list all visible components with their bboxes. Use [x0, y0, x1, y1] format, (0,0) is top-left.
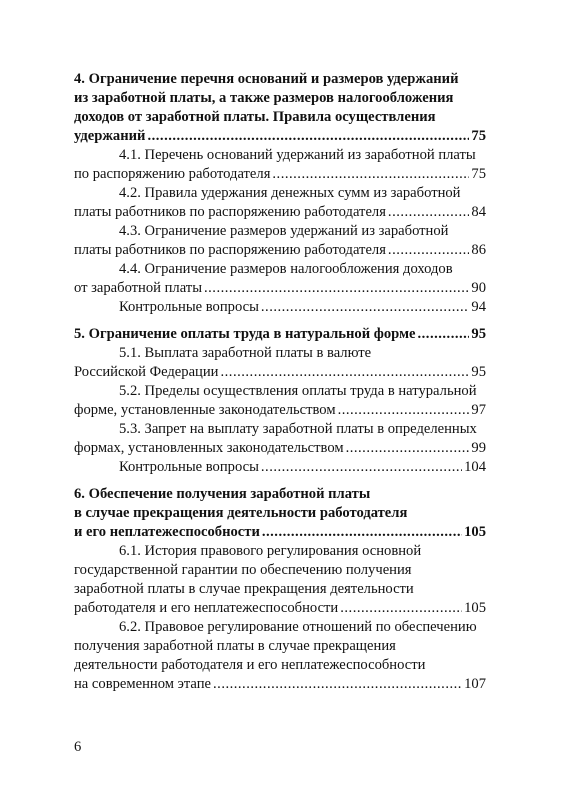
dot-leader [262, 523, 462, 542]
dot-leader [213, 675, 462, 694]
entry-line: государственной гарантии по обеспечению получения [74, 562, 412, 578]
dot-leader [272, 165, 469, 184]
dot-leader [261, 458, 462, 477]
toc-entry-text: платы работников по распоряжению работодателя [74, 242, 386, 258]
dot-leader [204, 279, 469, 298]
section-title-line: в случае прекращения деятельности работодателя [74, 505, 408, 521]
section-title-text: 5. Ограничение оплаты труда в натуральной форме [74, 326, 416, 342]
entry-line: 5.1. Выплата заработной платы в валюте [119, 345, 372, 361]
dot-leader [221, 363, 470, 382]
toc-entry-text: форме, установленные законодательством [74, 402, 336, 418]
section-title-line: доходов от заработной платы. Правила осуществления [74, 109, 436, 125]
entry-line: 4.3. Ограничение размеров удержаний из заработной [119, 223, 449, 239]
dot-leader [346, 439, 470, 458]
section-title-page: 75 [471, 128, 486, 144]
entry-line: заработной платы в случае прекращения деятельности [74, 581, 414, 597]
entry-line: 4.2. Правила удержания денежных сумм из заработной [119, 185, 461, 201]
control-questions-page: 104 [464, 459, 486, 475]
dot-leader [388, 203, 469, 222]
toc-entry [74, 203, 486, 222]
toc-entry [74, 241, 486, 260]
toc-entry-text: от заработной платы [74, 280, 202, 296]
section-title [74, 523, 486, 542]
section-title-line: 4. Ограничение перечня оснований и размеров удержаний [74, 71, 459, 87]
toc-entry-page: 75 [471, 166, 486, 182]
toc-entry [74, 599, 486, 618]
entry-line: 5.3. Запрет на выплату заработной платы в определенных [119, 421, 477, 437]
section-title [74, 127, 486, 146]
control-questions [74, 298, 486, 317]
section-title-text: и его неплатежеспособности [74, 524, 260, 540]
section-title-page: 95 [471, 326, 486, 342]
entry-line: 4.1. Перечень оснований удержаний из заработной платы [119, 147, 476, 163]
toc-entry [74, 363, 486, 382]
toc-entry [74, 439, 486, 458]
toc-entry [74, 401, 486, 420]
section-title-line: из заработной платы, а также размеров налогообложения [74, 90, 454, 106]
toc-section [74, 70, 486, 317]
dot-leader [338, 401, 470, 420]
toc-section [74, 485, 486, 694]
toc-entry [74, 279, 486, 298]
toc-entry-page: 95 [471, 364, 486, 380]
section-title-text: удержаний [74, 128, 146, 144]
toc-entry-text: Российской Федерации [74, 364, 219, 380]
section-title [74, 325, 486, 344]
toc-entry-text: по распоряжению работодателя [74, 166, 271, 182]
dot-leader [147, 127, 469, 146]
toc-entry-page: 86 [471, 242, 486, 258]
control-questions-text: Контрольные вопросы [119, 459, 259, 475]
toc-section [74, 325, 486, 477]
entry-line: деятельности работодателя и его неплатежеспособности [74, 657, 426, 673]
toc-entry-page: 90 [471, 280, 486, 296]
control-questions-page: 94 [471, 299, 486, 315]
dot-leader [418, 325, 470, 344]
toc-entry-text: на современном этапе [74, 676, 212, 692]
entry-line: 6.2. Правовое регулирование отношений по обеспечению [119, 619, 477, 635]
table-of-contents [74, 70, 486, 702]
entry-line: 6.1. История правового регулирования основной [119, 543, 422, 559]
toc-entry-page: 99 [471, 440, 486, 456]
toc-entry [74, 165, 486, 184]
toc-entry-page: 97 [471, 402, 486, 418]
entry-line: 5.2. Пределы осуществления оплаты труда в натуральной [119, 383, 477, 399]
entry-line: получения заработной платы в случае прекращения [74, 638, 396, 654]
section-title-page: 105 [464, 524, 486, 540]
toc-entry-page: 84 [471, 204, 486, 220]
control-questions [74, 458, 486, 477]
dot-leader [340, 599, 462, 618]
toc-entry-text: работодателя и его неплатежеспособности [74, 600, 339, 616]
page-number: 6 [74, 739, 82, 755]
section-title-line: 6. Обеспечение получения заработной платы [74, 486, 371, 502]
dot-leader [261, 298, 470, 317]
toc-entry-text: формах, установленных законодательством [74, 440, 344, 456]
toc-entry [74, 675, 486, 694]
toc-entry-page: 107 [464, 676, 486, 692]
toc-entry-page: 105 [464, 600, 486, 616]
entry-line: 4.4. Ограничение размеров налогообложения доходов [119, 261, 453, 277]
toc-entry-text: платы работников по распоряжению работодателя [74, 204, 386, 220]
control-questions-text: Контрольные вопросы [119, 299, 259, 315]
dot-leader [388, 241, 469, 260]
